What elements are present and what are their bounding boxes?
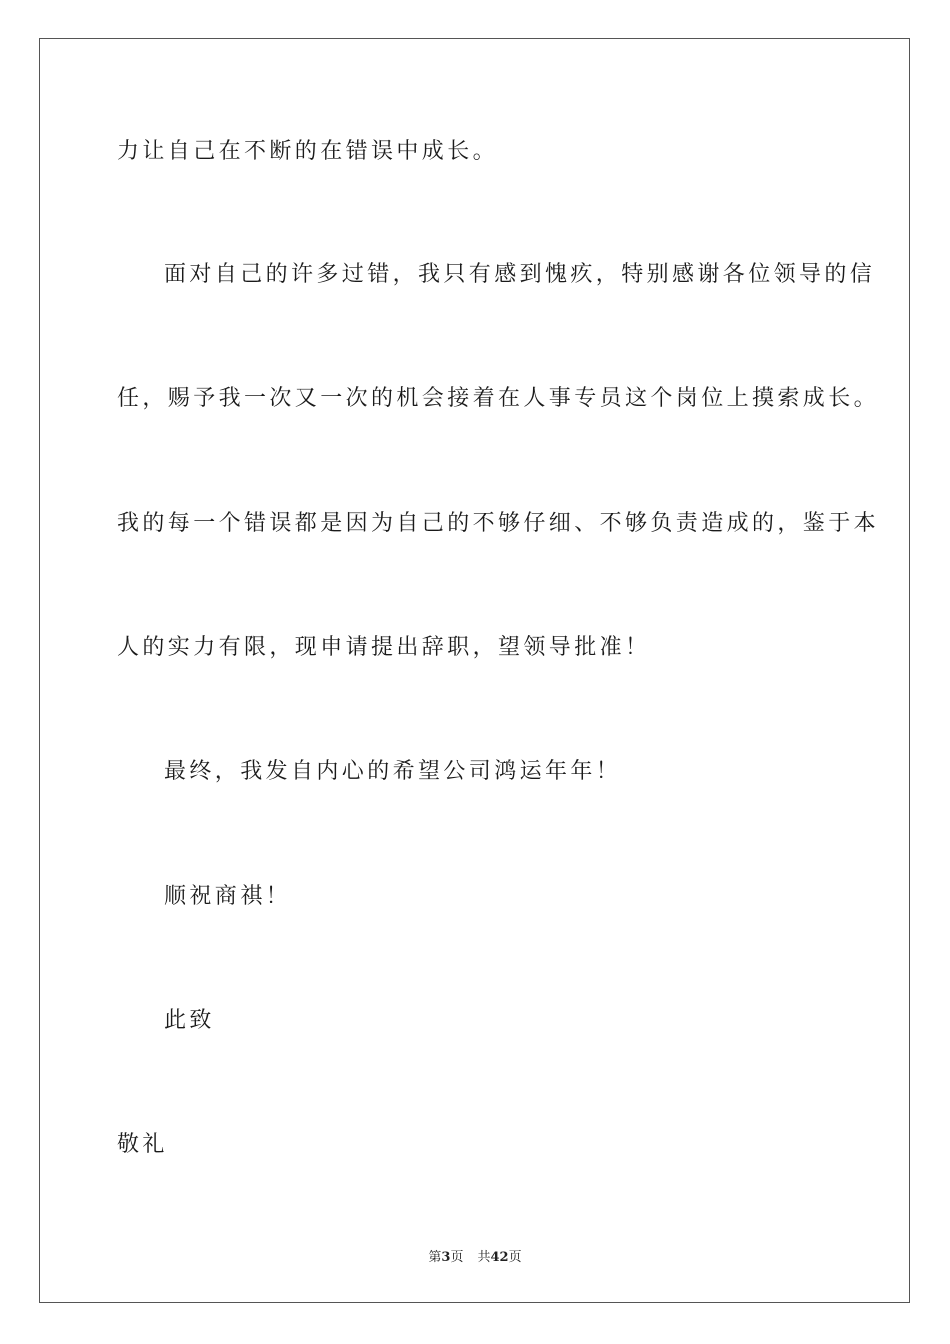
page-suffix: 页 — [450, 1250, 464, 1265]
total-prefix: 共 — [477, 1250, 491, 1265]
closing-wish: 最终，我发自内心的希望公司鸿运年年！ — [164, 759, 622, 784]
salutation-to: 此致 — [164, 1008, 215, 1033]
page-footer — [0, 1250, 950, 1266]
total-suffix: 页 — [508, 1250, 522, 1265]
total-pages: 42 — [490, 1250, 509, 1265]
salutation-regards: 敬礼 — [117, 1132, 168, 1157]
body-text-line-4: 我的每一个错误都是因为自己的不够仔细、不够负责造成的，鉴于本 — [117, 511, 880, 536]
body-text-line-1: 力让自己在不断的在错误中成长。 — [117, 139, 499, 164]
page-prefix: 第 — [428, 1250, 442, 1265]
body-text-line-5: 人的实力有限，现申请提出辞职，望领导批准！ — [117, 635, 651, 660]
body-text-line-2: 面对自己的许多过错，我只有感到愧疚，特别感谢各位领导的信 — [164, 262, 876, 287]
body-text-line-3: 任，赐予我一次又一次的机会接着在人事专员这个岗位上摸索成长。 — [117, 386, 880, 411]
closing-greeting: 顺祝商祺！ — [164, 884, 292, 909]
page-border — [39, 38, 910, 1303]
page-number: 3 — [441, 1250, 451, 1265]
